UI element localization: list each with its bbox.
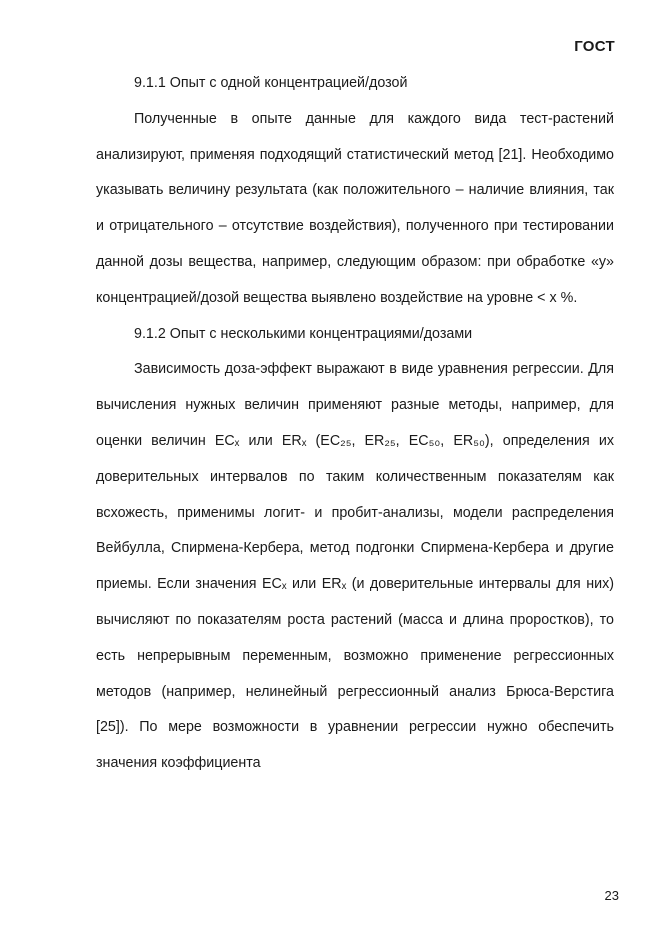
page-number: 23: [604, 888, 619, 903]
section-paragraph-9-1-2: Зависимость доза-эффект выражают в виде уравнения регрессии. Для вычисления нужных величин применяют разные методы, например, для оценки величин ECₓ или ERₓ (EC₂₅, ER₂₅, EC₅₀, ER₅₀), определения их доверительных интервалов по таким количественным показателям как всхожесть, применимы логит- и пробит-анализы, модели распределения Вейбулла, Спирмена-Кербера, метод подгонки Спирмена-Кербера и другие приемы. Если значения ECₓ или ERₓ (и доверительные интервалы для них) вычисляют по показателям роста растений (масса и длина проростков), то есть непрерывным переменным, возможно применение регрессионных методов (например, нелинейный регрессионный анализ Брюса-Верстига [25]). По мере возможности в уравнении регрессии нужно обеспечить значения коэффициента: [96, 361, 614, 772]
document-header-gost: ГОСТ: [574, 38, 615, 55]
section-heading-9-1-1: 9.1.1 Опыт с одной концентрацией/дозой: [134, 75, 408, 91]
section-heading-9-1-2: 9.1.2 Опыт с несколькими концентрациями/дозами: [134, 325, 473, 342]
section-paragraph-9-1-1: Полученные в опыте данные для каждого вида тест-растений анализируют, применяя подходящий статистический метод [21]. Необходимо указывать величину результата (как положительного – наличие влияния, так и отрицательного – отсутствие воздействия), полученного при тестировании данной дозы вещества, например, следующим образом: при обработке «y» концентрацией/дозой вещества выявлено воздействие на уровне < x %.: [96, 110, 614, 306]
document-body: [96, 66, 614, 782]
